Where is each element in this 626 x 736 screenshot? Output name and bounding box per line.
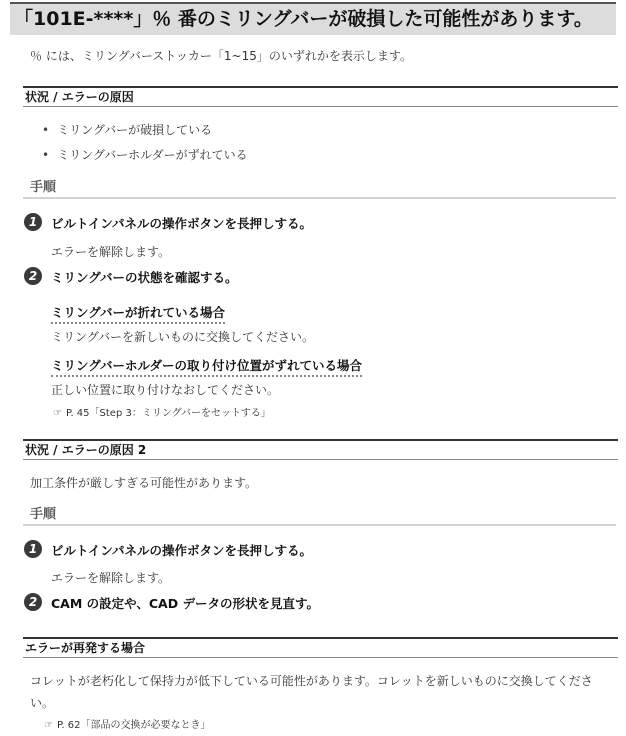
step-text: ミリングバーの状態を確認する。 xyxy=(51,270,238,285)
step-note: エラーを解除します。 xyxy=(51,245,171,259)
section-heading-cause-1: 状況 / エラーの原因 xyxy=(23,86,618,107)
section-body-cont: い。 xyxy=(30,696,55,710)
section-heading-cause-2: 状況 / エラーの原因 2 xyxy=(23,439,618,460)
section-heading-recurrence: エラーが再発する場合 xyxy=(23,637,618,658)
section-body: 加工条件が厳しすぎる可能性があります。 xyxy=(30,476,258,490)
steps-heading: 手順 xyxy=(30,507,57,522)
reference-link[interactable]: ☞ P. 62「部品の交換が必要なとき」 xyxy=(44,720,211,731)
step-number-icon: 1 xyxy=(24,213,42,231)
intro-text: ％ には、ミリングバーストッカー「1~15」のいずれかを表示します。 xyxy=(30,49,412,63)
pointing-hand-icon: ☞ xyxy=(44,720,53,731)
case-heading: ミリングバーホルダーの取り付け位置がずれている場合 xyxy=(51,356,362,377)
case-body: ミリングバーを新しいものに交換してください。 xyxy=(51,330,315,344)
step-number-icon: 2 xyxy=(24,267,42,285)
pointing-hand-icon: ☞ xyxy=(53,408,62,419)
divider xyxy=(23,197,616,199)
case-heading: ミリングバーが折れている場合 xyxy=(51,303,225,324)
step-number-icon: 2 xyxy=(24,593,42,611)
divider xyxy=(23,524,616,526)
list-item: • ミリングバーが破損している xyxy=(42,121,212,138)
section-body: コレットが老朽化して保持力が低下している可能性があります。コレットを新しいものに交換してくださ xyxy=(30,674,593,688)
step-text: ビルトインパネルの操作ボタンを長押しする。 xyxy=(51,543,313,558)
step-text: CAM の設定や、CAD データの形状を見直す。 xyxy=(51,596,319,611)
step-text: ビルトインパネルの操作ボタンを長押しする。 xyxy=(51,216,313,231)
reference-link[interactable]: ☞ P. 45「Step 3：ミリングバーをセットする」 xyxy=(53,408,271,419)
list-item: • ミリングバーホルダーがずれている xyxy=(42,146,248,163)
page-title: 「101E-****」％ 番のミリングバーが破損した可能性があります。 xyxy=(10,2,616,35)
steps-heading: 手順 xyxy=(30,180,57,195)
case-body: 正しい位置に取り付けなおしてください。 xyxy=(51,383,280,397)
step-number-icon: 1 xyxy=(24,540,42,558)
step-note: エラーを解除します。 xyxy=(51,571,171,585)
